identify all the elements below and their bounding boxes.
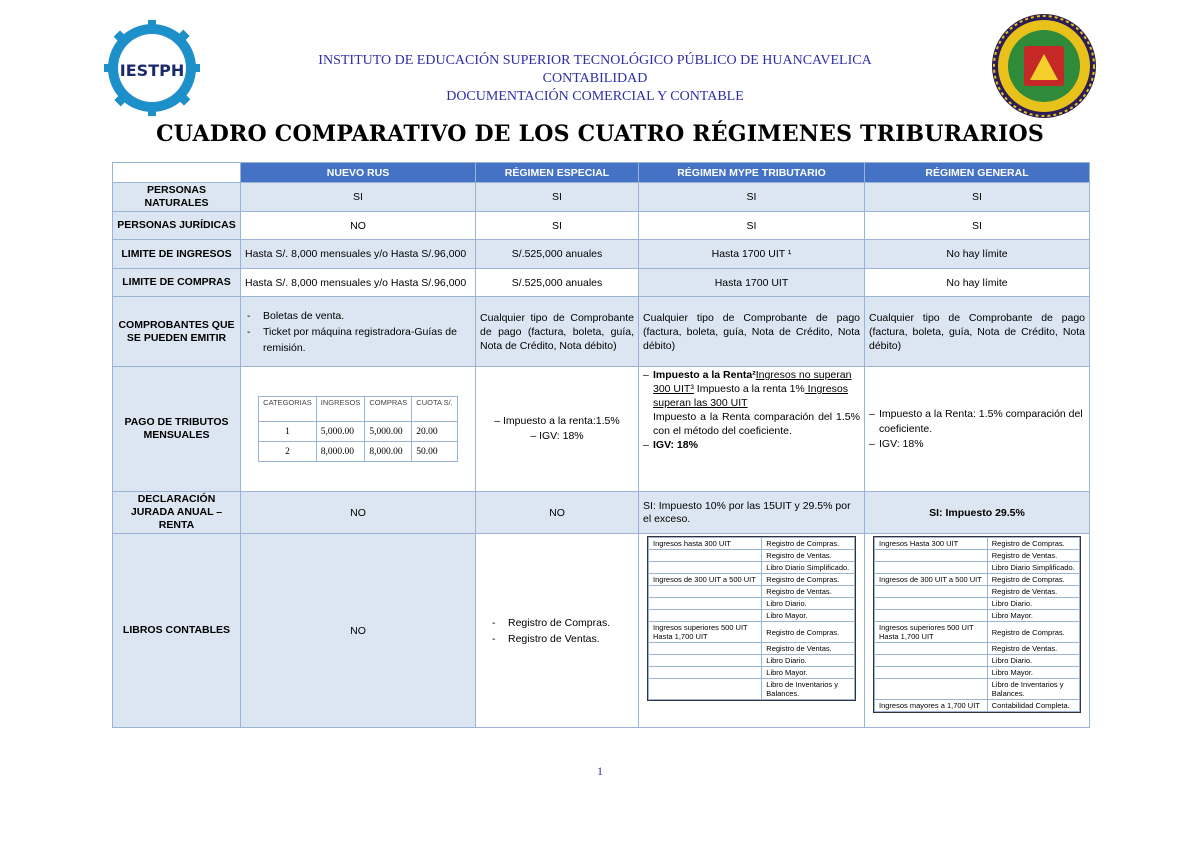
document-header [220, 52, 970, 106]
table-cell [875, 667, 988, 679]
table-header: INGRESOS [316, 397, 365, 422]
list-item: – Impuesto a la renta:1.5% [494, 415, 620, 427]
list-item: – IGV: 18% [530, 430, 584, 442]
list-item: - Boletas de venta. [263, 308, 471, 324]
table-header-row [113, 163, 1090, 183]
table-row [875, 643, 1080, 655]
cell-rus: Hasta S/. 8,000 mensuales y/o Hasta S/.96,000 [241, 240, 476, 269]
institute-logo-right [990, 12, 1098, 120]
table-cell [875, 598, 988, 610]
table-cell: Libro Diario. [987, 655, 1079, 667]
table-cell: 50.00 [412, 442, 458, 462]
cell-especial: Cualquier tipo de Comprobante de pago (factura, boleta, guía, Nota de Crédito, Nota débito) [476, 297, 639, 367]
cell-mype: SI [639, 212, 865, 240]
row-declaracion [113, 492, 1090, 534]
table-row [875, 655, 1080, 667]
list-item: – IGV: 18% [869, 437, 924, 450]
table-cell [649, 550, 762, 562]
table-header-row [259, 397, 458, 422]
cell-rus: NO [241, 212, 476, 240]
cell-general: SI [865, 183, 1090, 212]
cell-especial: SI [476, 183, 639, 212]
table-row [649, 667, 855, 679]
list-item: - Registro de Ventas. [508, 631, 634, 647]
table-cell [649, 643, 762, 655]
row-limite-ingresos [113, 240, 1090, 269]
list-item: – IGV: 18% [643, 439, 698, 451]
table-row [875, 598, 1080, 610]
table-header: COMPRAS [365, 397, 412, 422]
table-cell: Registro de Compras. [987, 622, 1079, 643]
institute-logo-left [104, 20, 200, 116]
table-cell: Ingresos superiores 500 UIT Hasta 1,700 UIT [649, 622, 762, 643]
table-row [649, 622, 855, 643]
table-cell [875, 562, 988, 574]
row-label: COMPROBANTES QUE SE PUEDEN EMITIR [113, 297, 241, 367]
table-row [649, 550, 855, 562]
table-row [875, 622, 1080, 643]
table-row [649, 655, 855, 667]
cell-especial: SI [476, 212, 639, 240]
cell-rus: Hasta S/. 8,000 mensuales y/o Hasta S/.96,000 [241, 269, 476, 297]
table-cell: Ingresos Hasta 300 UIT [875, 538, 988, 550]
table-cell: Registro de Ventas. [762, 550, 855, 562]
list-item: – Impuesto a la Renta²Ingresos no superan 300 UIT³ Impuesto a la renta 1% Ingresos superan las 300 UIT Impuesto a la Renta comparación del 1.5% con el método del coeficiente. [643, 369, 860, 437]
table-row [875, 574, 1080, 586]
table-cell [649, 586, 762, 598]
table-cell: Registro de Compras. [987, 538, 1079, 550]
table-cell: Libro Diario Simplificado. [987, 562, 1079, 574]
header-subject: CONTABILIDAD [542, 71, 648, 86]
cell-general: Cualquier tipo de Comprobante de pago (factura, boleta, guía, Nota de Crédito, Nota débito) [865, 297, 1090, 367]
row-limite-compras [113, 269, 1090, 297]
row-pago-tributos [113, 367, 1090, 492]
cell-general: SI [865, 212, 1090, 240]
table-cell: 20.00 [412, 422, 458, 442]
table-cell: Registro de Ventas. [987, 586, 1079, 598]
table-row [875, 550, 1080, 562]
cell-rus: SI [241, 183, 476, 212]
cell-especial [476, 534, 639, 728]
cell-general [865, 367, 1090, 492]
page-title: CUADRO COMPARATIVO DE LOS CUATRO RÉGIMENES TRIBURARIOS [156, 121, 1044, 147]
table-cell: Libro Mayor. [762, 610, 855, 622]
table-header: CUOTA S/. [412, 397, 458, 422]
table-cell [875, 643, 988, 655]
table-cell [875, 586, 988, 598]
cell-mype [639, 367, 865, 492]
cell-especial: NO [476, 492, 639, 534]
table-row [875, 610, 1080, 622]
col-header-mype: RÉGIMEN MYPE TRIBUTARIO [639, 163, 865, 183]
table-row [649, 562, 855, 574]
cell-rus [241, 367, 476, 492]
table-cell: Libro Mayor. [987, 610, 1079, 622]
header-course: DOCUMENTACIÓN COMERCIAL Y CONTABLE [446, 89, 744, 104]
table-cell [875, 550, 988, 562]
cell-especial [476, 367, 639, 492]
table-cell [875, 655, 988, 667]
table-row [649, 610, 855, 622]
table-cell: Registro de Ventas. [762, 586, 855, 598]
table-cell: 1 [259, 422, 317, 442]
cell-mype: SI: Impuesto 10% por las 15UIT y 29.5% por el exceso. [639, 492, 865, 534]
table-row [649, 538, 855, 550]
table-cell: Registro de Compras. [762, 574, 855, 586]
table-cell: Registro de Ventas. [987, 643, 1079, 655]
cell-mype [639, 534, 865, 728]
list-item: - Ticket por máquina registradora-Guías de remisión. [263, 324, 471, 356]
row-label: PERSONAS JURÍDICAS [113, 212, 241, 240]
table-cell: Contabilidad Completa. [987, 700, 1079, 712]
cell-rus: NO [241, 534, 476, 728]
row-label: LIBROS CONTABLES [113, 534, 241, 728]
table-row [875, 667, 1080, 679]
cell-mype: Cualquier tipo de Comprobante de pago (factura, boleta, guía, Nota de Crédito, Nota débito) [639, 297, 865, 367]
table-cell: Libro Diario Simplificado. [762, 562, 855, 574]
table-cell: Libro Diario. [762, 655, 855, 667]
table-row [649, 586, 855, 598]
table-cell: Ingresos superiores 500 UIT Hasta 1,700 UIT [875, 622, 988, 643]
table-cell: Libro de Inventarios y Balances. [762, 679, 855, 700]
list-item: - Registro de Compras. [508, 615, 634, 631]
table-cell [649, 655, 762, 667]
table-cell: 2 [259, 442, 317, 462]
table-cell: Libro Mayor. [987, 667, 1079, 679]
table-cell: Libro Mayor. [762, 667, 855, 679]
corner-cell [113, 163, 241, 183]
table-cell: 8,000.00 [316, 442, 365, 462]
table-cell: Registro de Compras. [762, 622, 855, 643]
table-cell: Registro de Ventas. [987, 550, 1079, 562]
col-header-rus: NUEVO RUS [241, 163, 476, 183]
row-label: LIMITE DE COMPRAS [113, 269, 241, 297]
cell-especial: S/.525,000 anuales [476, 240, 639, 269]
table-cell: Ingresos mayores a 1,700 UIT [875, 700, 988, 712]
table-cell: Registro de Ventas. [762, 643, 855, 655]
table-cell [649, 562, 762, 574]
cell-general: SI: Impuesto 29.5% [865, 492, 1090, 534]
table-cell: 5,000.00 [365, 422, 412, 442]
cell-especial: S/.525,000 anuales [476, 269, 639, 297]
table-cell: 5,000.00 [316, 422, 365, 442]
cell-general [865, 534, 1090, 728]
table-cell: Registro de Compras. [762, 538, 855, 550]
table-cell: 8,000.00 [365, 442, 412, 462]
cell-mype: Hasta 1700 UIT [639, 269, 865, 297]
row-label: LIMITE DE INGRESOS [113, 240, 241, 269]
table-row [649, 643, 855, 655]
table-row [875, 538, 1080, 550]
table-row [259, 422, 458, 442]
cell-general: No hay límite [865, 240, 1090, 269]
cell-rus: NO [241, 492, 476, 534]
table-cell [649, 679, 762, 700]
table-cell: Registro de Compras. [987, 574, 1079, 586]
row-label: PAGO DE TRIBUTOS MENSUALES [113, 367, 241, 492]
table-cell: Libro Diario. [987, 598, 1079, 610]
table-cell: Libro Diario. [762, 598, 855, 610]
table-header: CATEGORIAS [259, 397, 317, 422]
table-cell: Ingresos de 300 UIT a 500 UIT [649, 574, 762, 586]
row-comprobantes [113, 297, 1090, 367]
table-cell: Libro de Inventarios y Balances. [987, 679, 1079, 700]
table-cell [875, 610, 988, 622]
row-libros [113, 534, 1090, 728]
header-institute: INSTITUTO DE EDUCACIÓN SUPERIOR TECNOLÓGICO PÚBLICO DE HUANCAVELICA [318, 53, 872, 68]
svg-text:IESTPH: IESTPH [119, 61, 185, 80]
cell-mype: Hasta 1700 UIT ¹ [639, 240, 865, 269]
col-header-especial: RÉGIMEN ESPECIAL [476, 163, 639, 183]
list-item: – Impuesto a la Renta: 1.5% comparación del coeficiente. [869, 407, 1083, 435]
rus-categories-table [258, 396, 458, 462]
table-cell [649, 598, 762, 610]
table-cell: Ingresos de 300 UIT a 500 UIT [875, 574, 988, 586]
general-books-table [873, 536, 1081, 713]
comparison-table [112, 162, 1090, 728]
row-personas-juridicas [113, 212, 1090, 240]
row-personas-naturales [113, 183, 1090, 212]
cell-mype: SI [639, 183, 865, 212]
table-cell [875, 679, 988, 700]
row-label: PERSONAS NATURALES [113, 183, 241, 212]
col-header-general: RÉGIMEN GENERAL [865, 163, 1090, 183]
row-label: DECLARACIÓN JURADA ANUAL – RENTA [113, 492, 241, 534]
table-row [875, 679, 1080, 700]
table-row [875, 562, 1080, 574]
table-cell [649, 610, 762, 622]
table-row [259, 442, 458, 462]
cell-rus [241, 297, 476, 367]
mype-books-table [647, 536, 856, 701]
table-row [875, 700, 1080, 712]
table-cell: Ingresos hasta 300 UIT [649, 538, 762, 550]
table-row [649, 679, 855, 700]
table-row [649, 598, 855, 610]
table-row [649, 574, 855, 586]
table-cell [649, 667, 762, 679]
table-row [875, 586, 1080, 598]
page-number: 1 [597, 764, 603, 778]
cell-general: No hay límite [865, 269, 1090, 297]
